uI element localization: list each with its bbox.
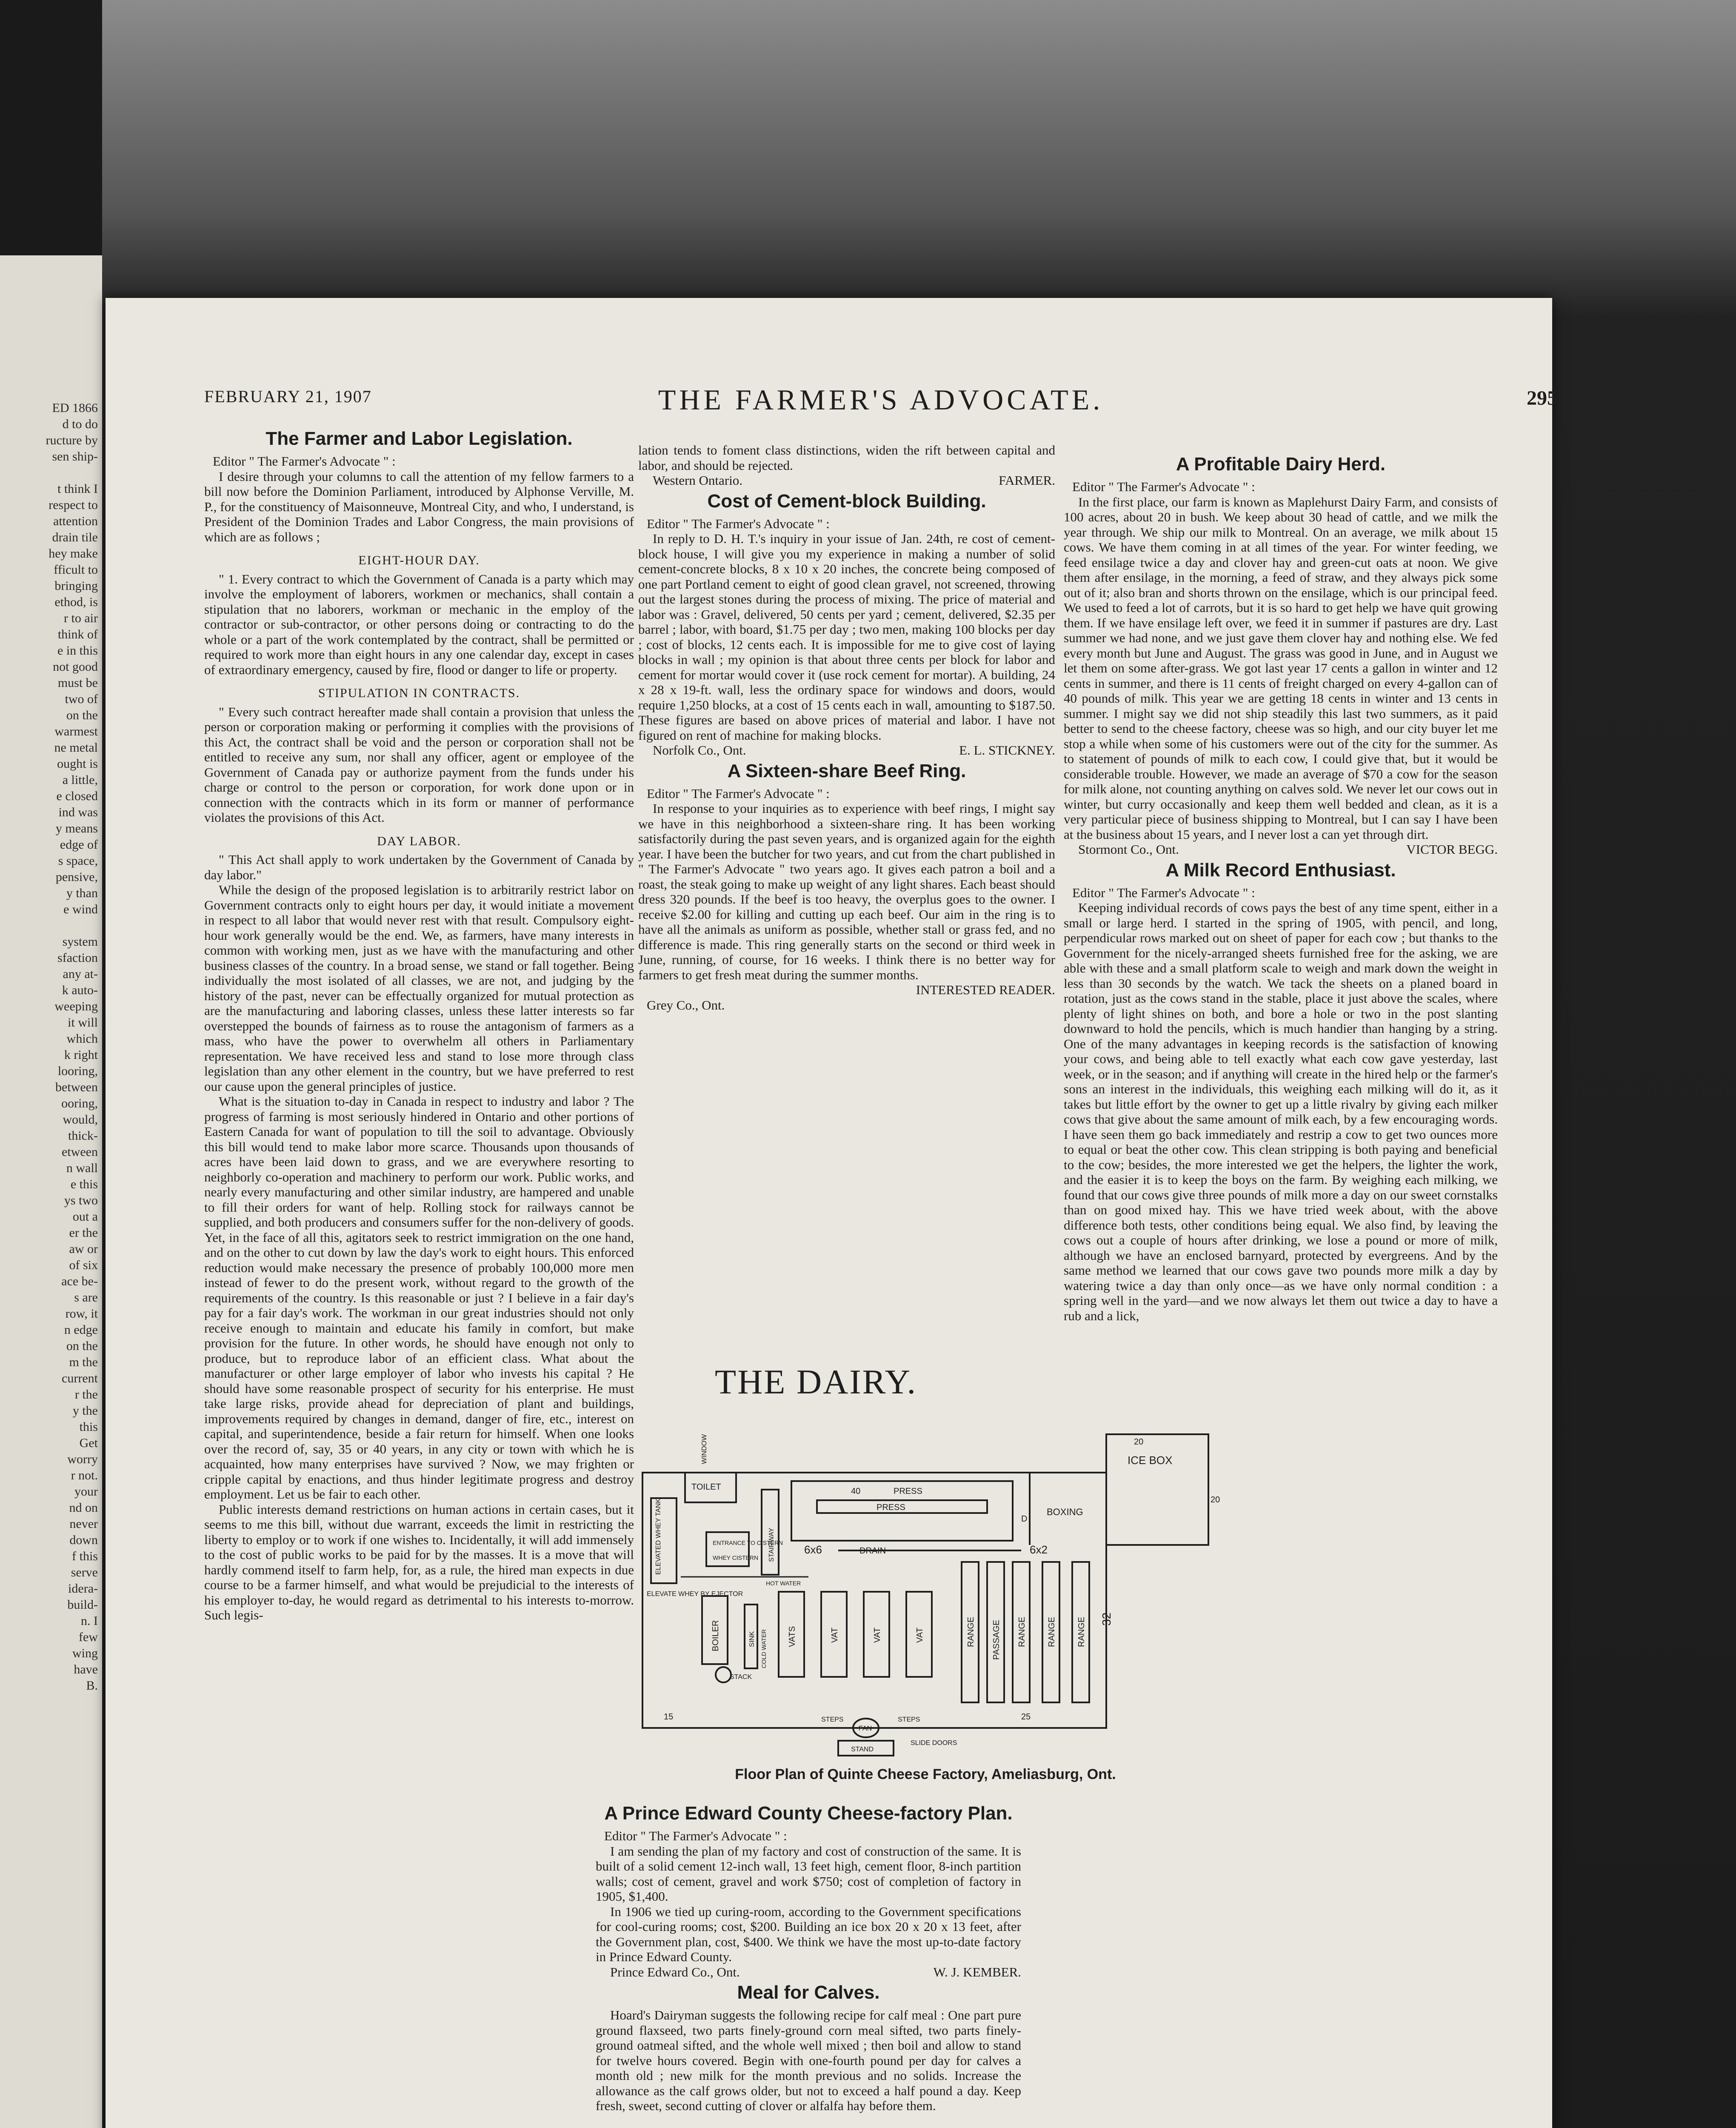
- drain-label: DRAIN: [859, 1546, 886, 1556]
- range-label: RANGE: [966, 1616, 976, 1647]
- factory-outer-wall: [642, 1473, 1106, 1728]
- signature-name: W. J. KEMBER.: [933, 1964, 1021, 1979]
- cold-water-label: COLD WATER: [760, 1629, 767, 1668]
- paragraph: " 1. Every contract to which the Government of Canada is a party which may involve the employment of laborers, workmen or mechanics, shall contain a stipulation that no laborers, workman or mechanic in the employ of the contractor or sub-contractor, or other persons doing or contracting to do the whole or a part of the work contemplated by the contract, shall be permitted or required to work more than eight hours in any one calendar day, except in cases of extraordinary emergency, caused by fire, flood or danger to life or property.: [204, 571, 634, 677]
- dimension-label: 20: [1134, 1437, 1144, 1447]
- whey-cistern: [706, 1532, 749, 1566]
- signature-place: Prince Edward Co., Ont.: [610, 1964, 740, 1979]
- column-1: [204, 426, 634, 1623]
- signature-place: Western Ontario.: [653, 473, 742, 488]
- paragraph: In response to your inquiries as to experience with beef rings, I might say we have in this neighborhood a sixteen-share ring. It has been working satisfactorily during the past seven years, and is organized again for the eighth year. I have been the butcher for two years, and cut from the chart published in " The Farmer's Advocate " two years ago. It gives each patron a boil and a roast, the steak going to make up weight of any light shares. Each beast should dress 320 pounds. If the beef is too heavy, the overplus goes to the owner. I receive $2.00 for killing and cutting up each beef. Our aim in the ring is to have all the animals as uniform as possible, whether stall or grass fed, and no difference is made. This ring generally starts on the second or third week in June, running, of course, for 16 weeks. I think there is no better way for farmers to get fresh meat during the summer months.: [638, 801, 1055, 982]
- masthead: THE FARMER'S ADVOCATE.: [658, 383, 1104, 416]
- boxing-label: BOXING: [1047, 1507, 1083, 1517]
- article-title: A Milk Record Enthusiast.: [1165, 859, 1396, 881]
- press-inner-label: PRESS: [877, 1503, 905, 1512]
- passage-label: PASSAGE: [992, 1619, 1001, 1660]
- steps-label: STEPS: [898, 1716, 920, 1723]
- signature-name: FARMER.: [999, 473, 1055, 488]
- signature-name: E. L. STICKNEY.: [959, 743, 1055, 758]
- stand-label: STAND: [851, 1746, 874, 1753]
- signature-name: INTERESTED READER.: [916, 982, 1055, 997]
- slide-doors-label: SLIDE DOORS: [911, 1739, 957, 1747]
- range-label: RANGE: [1047, 1616, 1056, 1647]
- paragraph: Hoard's Dairyman suggests the following recipe for calf meal : One part pure ground flaxseed, two parts finely-ground corn meal sifted, two parts finely-ground oatmeal sifted, and the whole well mixed ; then boil and allow to stand for twelve hours covered. Begin with one-fourth pound per day for calves a month old ; new milk for the month previous and no solids. Increase the allowance as the calf grows older, but not to exceed a half pound a day. Keep fresh, sweet, second cutting of clover or alfalfa hay before them.: [596, 2008, 1021, 2113]
- paragraph: I desire through your columns to call the attention of my fellow farmers to a bill now before the Dominion Parliament, introduced by Alphonse Verville, M. P., for the constituency of Maisonneuve, Montreal City, and who, I understand, is President of the Dominion Trades and Labor Congress, the main provisions of which are as follows ;: [204, 469, 634, 544]
- article-title: Cost of Cement-block Building.: [707, 490, 986, 512]
- press-count-label: 40: [851, 1487, 861, 1496]
- editor-line: Editor " The Farmer's Advocate " :: [1072, 479, 1255, 494]
- dimension-label: 25: [1021, 1712, 1031, 1722]
- editor-line: Editor " The Farmer's Advocate " :: [1072, 885, 1255, 900]
- article-title: A Prince Edward County Cheese-factory Plan.: [604, 1803, 1013, 1824]
- dimension-label: 20: [1211, 1495, 1220, 1504]
- signature-name: VICTOR BEGG.: [1406, 842, 1498, 857]
- dimension-label: 15: [664, 1712, 674, 1722]
- entrance-label: ENTRANCE TO CISTERN: [713, 1539, 783, 1546]
- stairway-label: STAIRWAY: [768, 1527, 775, 1562]
- elevate-whey-label: ELEVATE WHEY BY EJECTOR: [647, 1590, 743, 1598]
- dimension-label: 32: [1100, 1612, 1113, 1626]
- elevated-tank-label: ELEVATED WHEY TANK: [655, 1498, 662, 1575]
- paragraph: " Every such contract hereafter made shall contain a provision that unless the person or corporation making or performing it complies with the provisions of this Act, the contract shall be void and the person or corporation shall not be entitled to receive any sum, nor shall any officer, agent or employee of the Government of Canada pay or authorize payment from the funds under his charge or control to the person or corporation, for work done upon or in connection with the contracts which in its form or manner of performance violates the provisions of this Act.: [204, 704, 634, 825]
- paragraph: I am sending the plan of my factory and cost of construction of the same. It is built of a solid cement 12-inch wall, 13 feet high, cement floor, 8-inch partition walls; cost of cement, gravel and work $750; cost of completion of factory in 1905, $1,400.: [596, 1843, 1021, 1904]
- signature-place: Stormont Co., Ont.: [1078, 842, 1179, 857]
- page-header: [204, 383, 1557, 421]
- stack: [716, 1667, 731, 1682]
- signature-place: Grey Co., Ont.: [647, 997, 725, 1013]
- column-2-bottom: [596, 1800, 1021, 2114]
- floor-plan-diagram: [638, 1434, 1220, 1758]
- paragraph: In the first place, our farm is known as Maplehurst Dairy Farm, and consists of 100 acres, about 20 in bush. We keep about 30 head of cattle, and we milk the year through. We ship our milk to Montreal. On an average, we milk about 15 cows. We have them coming in at all times of the year. For winter feeding, we feed ensilage twice a day and clover hay and green-cut oats at noon. We give them after ensilage, in the morning, a feed of straw, and they always pick some out of it; also bran and shorts thrown on the ensilage, which is our principal feed. We used to feed a lot of carrots, but it is so hard to get help we have quit growing them. If we have ensilage left over, we feed it in summer if pastures are dry. Last summer we had none, and we just gave them clover hay and nothing else. We fed every month but June and August. The grass was good in June, and in August we let them on some after-grass. We got last year 17 cents a gallon in winter and 12 cents in summer, and there is 11 cents of freight charged on every 4-gallon can of 40 pounds of milk. This year we are getting 18 cents in winter and 13 cents in summer. I might say we did not ship steadily this last two summers, as it paid better to send to the cheese factory, cheese was so high, and our city buyer let me stop a while when some of his customers were out of the city for the summer. As to statement of pounds of milk to each cow, I could give that, but it would be considerable trouble. However, we made an average of $70 a cow for the season for milk alone, not counting anything on calves sold. We never let our cows out in winter, but curry occasionally and keep them well bedded and clean, as it is a very particular piece of business shipping to Montreal, but I can say I have been at the business about 15 years, and I never lost a can yet through dirt.: [1064, 494, 1498, 842]
- section-title: THE DAIRY.: [715, 1362, 917, 1401]
- signature-line: [638, 743, 1055, 758]
- signature-place: Norfolk Co., Ont.: [653, 743, 746, 758]
- column-2: [638, 443, 1055, 1013]
- issue-date: FEBRUARY 21, 1907: [204, 387, 372, 406]
- article-title: The Farmer and Labor Legislation.: [266, 428, 573, 449]
- subheading: EIGHT-HOUR DAY.: [358, 553, 480, 567]
- signature-line: [596, 1965, 1021, 1980]
- fan-label: FAN: [859, 1725, 872, 1732]
- stack-label: STACK: [730, 1673, 752, 1681]
- paragraph: What is the situation to-day in Canada in respect to industry and labor ? The progress of farming is most seriously hindered in Ontario and other portions of Eastern Canada for want of population to till the soil to advantage. Obviously this bill would tend to make labor more scarce. Thousands upon thousands of acres have been laid down to grass, and we are everywhere resorting to neighborly co-operation and machinery to perform our work. Public works, and nearly every manufacturing and other similar industry, are hampered and unable to fill their orders for want of help. Rolling stock for railways cannot be supplied, and both producers and consumers suffer for the non-delivery of goods. Yet, in the face of all this, agitators seek to restrict immigration on the one hand, and on the other to cut down by law the day's work to eight hours. This enforced reduction would make necessary the presence of probably 100,000 more men instead of fewer to do the present work, without regard to the growth of the requirements of the country. Is this reasonable or just ? I believe in a fair day's pay for a fair day's work. The workman in our great industries should not only receive enough to maintain and educate his family in comfort, but make provision for the future. In other words, he should have enough not only to produce, but to reproduce labor of an efficient class. What about the manufacturer or other large employer of labor who invests his capital ? He should have some reasonable prospect of security for his enterprise. He must take large risks, provide ahead for depreciation of plant and buildings, improvements required by changes in demand, danger of fire, etc., interest on capital, and superintendence, beside a fair return for himself. When one looks over the record of, say, 35 or 40 years, in any city or town with which he is acquainted, how many enterprises have survived ? Now, we may frighten or cripple capital by enactions, and thus hinder legitimate progress and destroy employment. Let us be fair to each other.: [204, 1094, 634, 1502]
- door-label: D: [1021, 1514, 1028, 1524]
- range-label: RANGE: [1017, 1616, 1027, 1647]
- article-title: A Sixteen-share Beef Ring.: [727, 760, 966, 781]
- editor-line: Editor " The Farmer's Advocate " :: [647, 516, 830, 531]
- vat-label: VAT: [873, 1627, 882, 1643]
- paragraph: Keeping individual records of cows pays the best of any time spent, either in a small or large herd. I started in the spring of 1905, with pencil, and long, perpendicular rows marked out on sheet of paper for each cow ; but thanks to the Government for the nicely-arranged sheets furnished free for the asking, we are able with these and a small platform scale to weigh and mark down the weight in less than 30 seconds by the watch. We tack the sheets on a planed board in rotation, just as the cows stand in the stable, place it just above the scales, where plenty of light shines on both, and bore a hole or two in the post slanting downward to hold the pencils, which is much handier than hanging by a string. One of the many advantages in keeping records is the satisfaction of knowing your cows, and being able to tell exactly what each cow gave yesterday, last week, or in the season; and if anything will create in the hired help or the farmer's sons an interest in the individuals, this weighing each milking will do it, as it takes but little effort by the owner to get up a little rivalry by giving each milker cows that give about the same amount of milk each, by a few encouraging words. I have seen them go back immediately and restrip a cow to get two ounces more to equal or beat the other cow. This clean stripping is both paying and beneficial to the cow; besides, the more interested we get the helpers, the lighter the work, and the easier it is to keep the boys on the farm. By weighing each milking, we found that our cows give three pounds of milk more a day on our sweet cornstalks than on good mixed hay. This we have tried week about, with the above difference both tests, other conditions being equal. We also find, by leaving the cows out a couple of hours after drinking, we lose a pound or more of milk, although we have an enclosed barnyard, protected by evergreens. And by the same method we learned that our cows gave two pounds more milk a day by watering twice a day than only once—as we have only normal condition : a spring well in the yard—and we now always let them out twice a day to have a rub and a lick,: [1064, 900, 1498, 1323]
- dimension-label: 6x6: [804, 1543, 822, 1556]
- ice-box-label: ICE BOX: [1128, 1454, 1173, 1467]
- vat-label: VAT: [830, 1627, 839, 1643]
- column-3: [1064, 451, 1498, 1323]
- steps-label: STEPS: [821, 1716, 844, 1723]
- vats-label: VATS: [788, 1626, 797, 1647]
- paragraph: In 1906 we tied up curing-room, according to the Government specifications for cool-curing rooms; cost, $200. Building an ice box 20 x 20 x 13 feet, after the Government plan, cost, $400. We think we have the most up-to-date factory in Prince Edward County.: [596, 1904, 1021, 1964]
- paragraph: In reply to D. H. T.'s inquiry in your issue of Jan. 24th, re cost of cement-block house, I will give you my experience in making a number of solid cement-concrete blocks, 8 x 10 x 20 inches, the concrete being composed of one part Portland cement to eight of good clean gravel, not screened, throwing out the largest stones during the process of mixing. The price of material and labor was : Gravel, delivered, 50 cents per yard ; cement, delivered, $2.35 per barrel ; labor, with board, $1.75 per day ; two men, making 100 blocks per day ; cost of blocks, 12 cents each. It is impossible for me to give cost of laying blocks in wall ; my opinion is that about three cents per block for labor and cement for mortar would cover it (use rock cement for mortar). A building, 24 x 28 x 19-ft. wall, less the ordinary space for windows and doors, would require 1,250 blocks, at a cost of 15 cents each in wall, amounting to $187.50. These figures are based on above prices of material and labor. I have not figured on rent of machine for making blocks.: [638, 531, 1055, 743]
- sink-label: SINK: [748, 1631, 756, 1647]
- editor-line: Editor " The Farmer's Advocate " :: [213, 454, 396, 469]
- editor-line: Editor " The Farmer's Advocate " :: [647, 786, 830, 801]
- paragraph: " This Act shall apply to work undertaken by the Government of Canada by day labor.": [204, 852, 634, 882]
- paragraph: Public interests demand restrictions on human actions in certain cases, but it seems to me this bill, without due warrant, exceeds the limit in restricting the liberty to employ or to work if one wishes to. Incidentally, it will add immensely to the cost of public works to be paid for by the masses. It is a move that will hardly commend itself to farm help, for, as a rule, the hired man expects in due course to be a farmer himself, and what would be prejudicial to the interests of his employer to-day, he would regard as detrimental to his interests to-morrow. Such legis-: [204, 1502, 634, 1622]
- range-label: RANGE: [1077, 1616, 1086, 1647]
- section-header-dairy: [715, 1362, 1064, 1404]
- hot-water-label: HOT WATER: [766, 1580, 801, 1587]
- page-number: 295: [1527, 387, 1557, 409]
- press-label: PRESS: [894, 1487, 922, 1496]
- vat-label: VAT: [915, 1627, 925, 1643]
- ice-box-room: [1106, 1434, 1208, 1545]
- editor-line: Editor " The Farmer's Advocate " :: [604, 1828, 787, 1843]
- signature-line: [1064, 842, 1498, 857]
- subheading: STIPULATION IN CONTRACTS.: [318, 686, 520, 700]
- window-label: WINDOW: [701, 1434, 708, 1464]
- boiler-label: BOILER: [711, 1620, 720, 1651]
- signature-line: [638, 982, 1055, 998]
- figure-caption: Floor Plan of Quinte Cheese Factory, Ameliasburg, Ont.: [735, 1766, 1116, 1782]
- previous-page-fragment: ED 1866 d to do ructure by sen ship- t think I respect to attention drain tile hey make fficult to bringing ethod, is r to air think of e in this not good must be two of on the warmest ne metal ought is a little, e closed ind was y means edge of s space, pensive, y than e wind system sfaction any at- k auto- weeping it will which k right looring, between ooring, would, thick- etween n wall e this ys two out a er the aw or of six ace be- s are row, it n edge on the m the current r the y the this Get worry r not. your nd on never down f this serve idera- build- n. I few wing have B.: [46, 401, 98, 1693]
- paragraph: lation tends to foment class distinctions, widen the rift between capital and labor, and should be rejected.: [638, 443, 1055, 473]
- dimension-label: 6x2: [1030, 1543, 1048, 1556]
- toilet-label: TOILET: [691, 1482, 721, 1492]
- article-title: Meal for Calves.: [737, 1982, 880, 2003]
- paragraph: While the design of the proposed legislation is to arbitrarily restrict labor on Government contracts only to eight hours per day, it would initiate a movement in respect to all labor that would never rest with that result. Compulsory eight-hour work generally would be the end. We, as farmers, have many interests in common with working men, just as we have with the manufacturing and other business classes of the country. In a broad sense, we stand or fall together. Being individually the most isolated of all classes, we are not, and judging by the history of the past, never can be effectually organized for mutual protection as are the manufacturing and laboring classes, unless these latter interests so far overstepped the bounds of fairness as to rouse the antagonism of farmers as a mass, who have the power to overwhelm all others in Parliamentary representation. We have received less and stand to lose more through class legislation than any other element in the country, but we have preferred to rest our cause upon the general principles of justice.: [204, 882, 634, 1094]
- signature-line: [638, 473, 1055, 488]
- article-title: A Profitable Dairy Herd.: [1176, 454, 1386, 475]
- subheading: DAY LABOR.: [377, 834, 461, 848]
- whey-cistern-label: WHEY CISTERN: [713, 1554, 759, 1561]
